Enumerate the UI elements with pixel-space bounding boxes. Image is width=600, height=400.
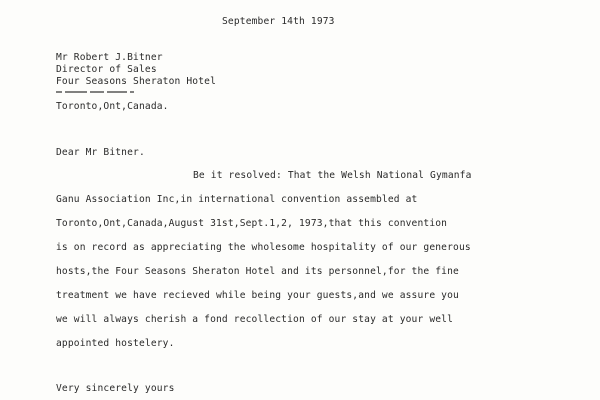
body-line: appointed hostelery. bbox=[56, 338, 175, 349]
recipient-company: Four Seasons Sheraton Hotel bbox=[56, 76, 216, 87]
recipient-city: Toronto,Ont,Canada. bbox=[56, 101, 169, 112]
body-line: we will always cherish a fond recollection of our stay at your well bbox=[56, 314, 454, 325]
body-line: is on record as appreciating the wholesome hospitality of our generous bbox=[56, 242, 471, 253]
body-line: Be it resolved: That the Welsh National Gymanfa bbox=[193, 170, 472, 181]
letter-date: September 14th 1973 bbox=[222, 16, 335, 27]
body-line: hosts,the Four Seasons Sheraton Hotel and its personnel,for the fine bbox=[56, 266, 459, 277]
body-line: Toronto,Ont,Canada,August 31st,Sept.1,2, 1973,that this convention bbox=[56, 218, 448, 229]
illegible-address-line bbox=[56, 83, 134, 93]
body-line: Ganu Association Inc,in international convention assembled at bbox=[56, 194, 418, 205]
closing: Very sincerely yours bbox=[56, 383, 175, 394]
recipient-name: Mr Robert J.Bitner bbox=[56, 52, 163, 63]
body-line: treatment we have recieved while being your guests,and we assure you bbox=[56, 290, 459, 301]
recipient-title: Director of Sales bbox=[56, 64, 157, 75]
salutation: Dear Mr Bitner. bbox=[56, 147, 145, 158]
